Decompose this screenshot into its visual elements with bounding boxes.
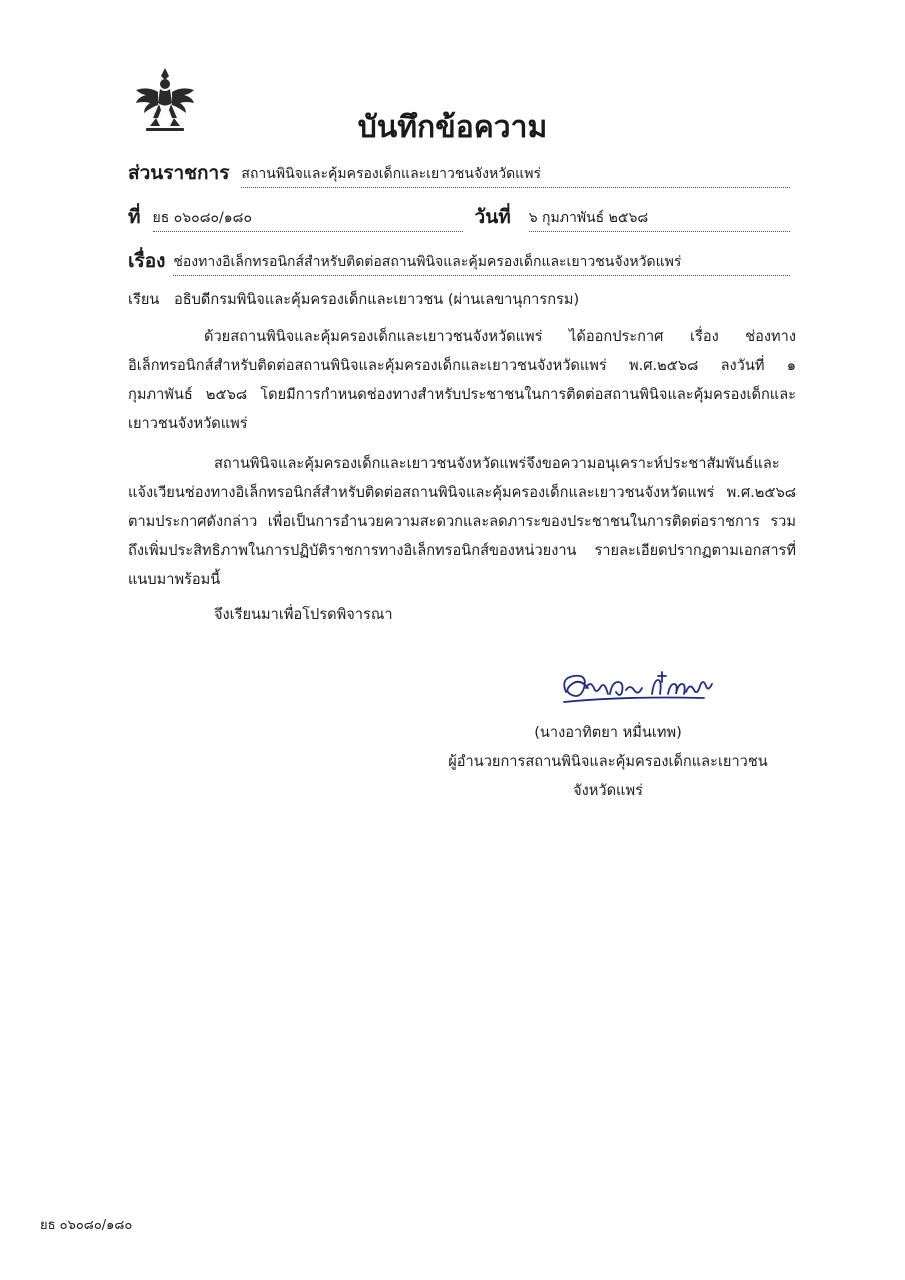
handwritten-signature (556, 664, 716, 708)
closing-line: จึงเรียนมาเพื่อโปรดพิจารณา (214, 606, 393, 623)
salutation-value: อธิบดีกรมพินิจและคุ้มครองเด็กและเยาวชน (ผ่านเลขานุการกรม) (174, 291, 580, 308)
agency-label: ส่วนราชการ (128, 162, 230, 184)
ref-value: ยธ ๐๖๐๘๐/๑๘๐ (153, 207, 463, 232)
body-paragraph-1: ด้วยสถานพินิจและคุ้มครองเด็กและเยาวชนจังหวัดแพร่ ได้ออกประกาศ เรื่อง ช่องทางอิเล็กทรอนิกส์สำหรับติดต่อสถานพินิจและคุ้มครองเด็กและเยาวชนจังหวัดแพร่ พ.ศ.๒๕๖๘ ลงวันที่ ๑ กุมภาพันธ์ ๒๕๖๘ โดยมีการกำหนดช่องทางสำหรับประชาชนในการติดต่อสถานพินิจและคุ้มครองเด็กและเยาวชนจังหวัดแพร่ (128, 328, 796, 432)
agency-value: สถานพินิจและคุ้มครองเด็กและเยาวชนจังหวัดแพร่ (241, 163, 790, 188)
date-value: ๖ กุมภาพันธ์ ๒๕๖๘ (529, 207, 790, 232)
agency-row (128, 158, 790, 188)
signer-name: (นางอาทิตยา หมื่นเทพ) (534, 724, 682, 741)
body-paragraph-2: สถานพินิจและคุ้มครองเด็กและเยาวชนจังหวัดแพร่จึงขอความอนุเคราะห์ประชาสัมพันธ์และแจ้งเวียนช่องทางอิเล็กทรอนิกส์สำหรับติดต่อสถานพินิจและคุ้มครองเด็กและเยาวชนจังหวัดแพร่ พ.ศ.๒๕๖๘ ตามประกาศดังกล่าว เพื่อเป็นการอำนวยความสะดวกและลดภาระของประชาชนในการติดต่อราชการ รวมถึงเพิ่มประสิทธิภาพในการปฏิบัติราชการทางอิเล็กทรอนิกส์ของหน่วยงาน รายละเอียดปรากฏตามเอกสารที่แนบมาพร้อมนี้ (128, 455, 796, 588)
subject-value: ช่องทางอิเล็กทรอนิกส์สำหรับติดต่อสถานพินิจและคุ้มครองเด็กและเยาวชนจังหวัดแพร่ (173, 251, 790, 276)
salutation-label: เรียน (128, 291, 160, 308)
signer-position-line-1: ผู้อำนวยการสถานพินิจและคุ้มครองเด็กและเยาวชน (448, 753, 768, 770)
subject-label: เรื่อง (128, 250, 166, 272)
date-label: วันที่ (474, 206, 511, 228)
salutation (128, 285, 796, 314)
document-title: บันทึกข้อความ (357, 110, 548, 145)
signature-block (420, 718, 796, 805)
ref-label: ที่ (128, 206, 141, 228)
ref-date-row (128, 202, 790, 232)
signer-position-line-2: จังหวัดแพร่ (573, 782, 643, 799)
footer-ref: ยธ ๐๖๐๘๐/๑๘๐ (40, 1218, 133, 1233)
subject-row (128, 246, 790, 276)
